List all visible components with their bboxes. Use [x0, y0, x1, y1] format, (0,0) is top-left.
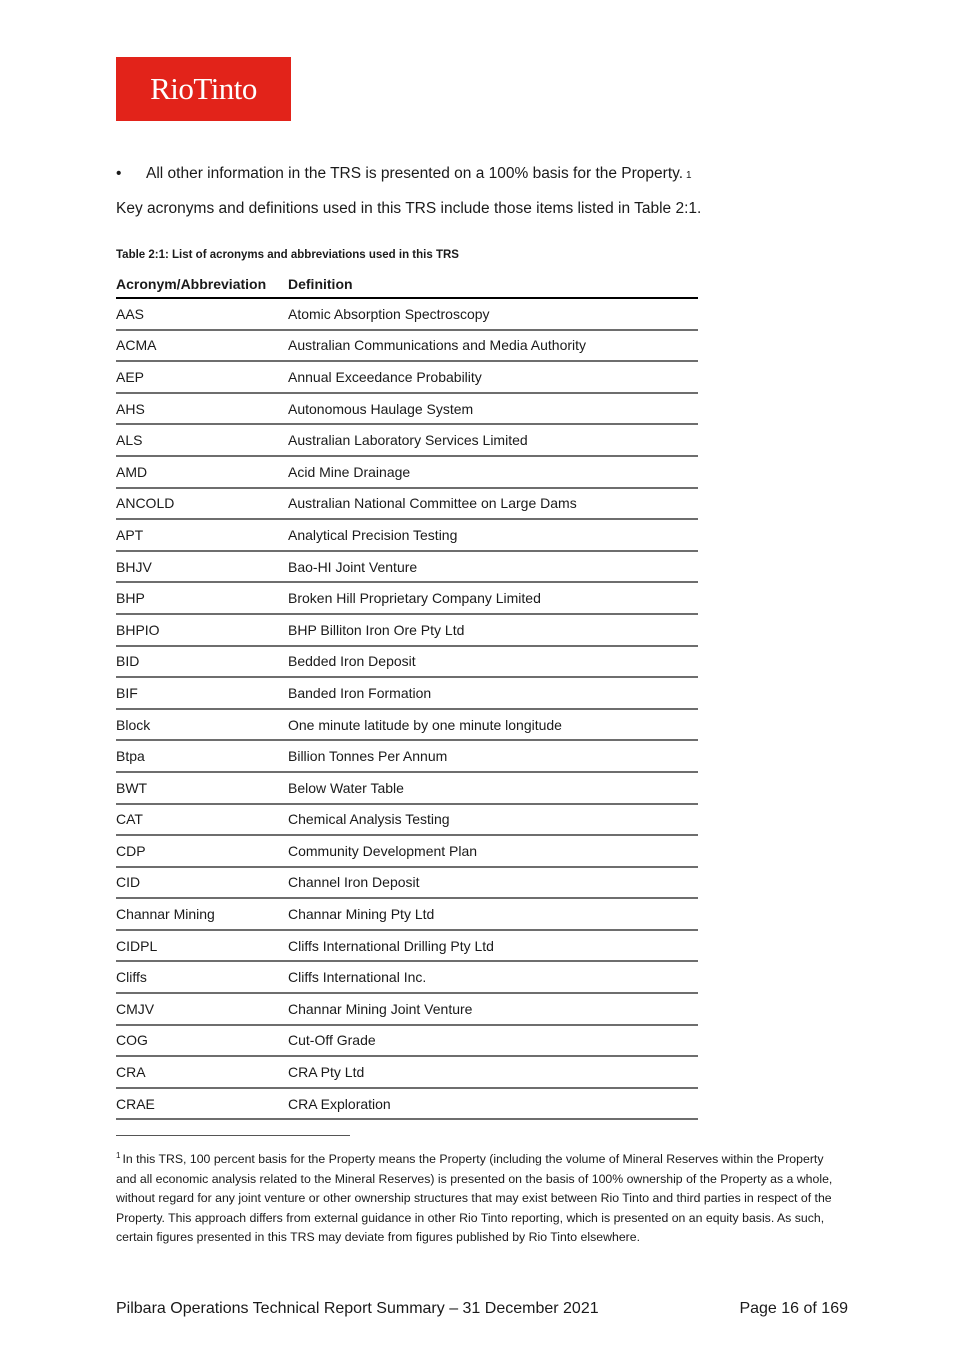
acronym-cell: CDP	[116, 835, 288, 867]
definition-cell: Banded Iron Formation	[288, 677, 698, 709]
footnote-ref-marker[interactable]: 1	[686, 170, 692, 181]
acronym-cell: Block	[116, 709, 288, 741]
table-row	[116, 961, 698, 993]
table-row	[116, 330, 698, 362]
table-row	[116, 709, 698, 741]
table-row	[116, 993, 698, 1025]
definition-cell: One minute latitude by one minute longitude	[288, 709, 698, 741]
acronym-cell: CMJV	[116, 993, 288, 1025]
table-row	[116, 582, 698, 614]
definition-cell: Atomic Absorption Spectroscopy	[288, 298, 698, 330]
acronym-cell: APT	[116, 519, 288, 551]
footnote-divider	[116, 1135, 350, 1136]
acronym-cell: AHS	[116, 393, 288, 425]
definition-cell: Acid Mine Drainage	[288, 456, 698, 488]
acronym-cell: CAT	[116, 804, 288, 836]
definition-cell: Chemical Analysis Testing	[288, 804, 698, 836]
table-row	[116, 930, 698, 962]
acronym-cell: CIDPL	[116, 930, 288, 962]
table-row	[116, 551, 698, 583]
acronym-cell: BHPIO	[116, 614, 288, 646]
definition-cell: Cliffs International Drilling Pty Ltd	[288, 930, 698, 962]
footnote-text: In this TRS, 100 percent basis for the Property means the Property (including the volume of Mineral Reserves within the Property and all economic analysis related to the Mineral Reserves) is presented on the basis of 100% ownership of the Property as a whole, without regard for any joint venture or other ownership structures that may exist between Rio Tinto and third parties in respect of the Property. This approach differs from external guidance in other Rio Tinto reporting, which is presented on an equity basis. As such, certain figures presented in this TRS may deviate from figures published by Rio Tinto elsewhere.	[116, 1152, 833, 1245]
table-body	[116, 298, 698, 1119]
table-row	[116, 1088, 698, 1120]
header-definition: Definition	[288, 270, 698, 298]
table-row	[116, 393, 698, 425]
acronym-cell: COG	[116, 1025, 288, 1057]
definition-cell: Cliffs International Inc.	[288, 961, 698, 993]
table-row	[116, 1025, 698, 1057]
acronym-cell: BID	[116, 646, 288, 678]
footer-page-number: Page 16 of 169	[739, 1300, 848, 1317]
definition-cell: CRA Exploration	[288, 1088, 698, 1120]
table-row	[116, 1056, 698, 1088]
header-acronym: Acronym/Abbreviation	[116, 270, 288, 298]
table-row	[116, 519, 698, 551]
acronym-cell: CRAE	[116, 1088, 288, 1120]
table-row	[116, 804, 698, 836]
table-caption: Table 2:1: List of acronyms and abbreviations used in this TRS	[116, 249, 459, 261]
definition-cell: Channel Iron Deposit	[288, 867, 698, 899]
acronym-cell: BHP	[116, 582, 288, 614]
definition-cell: Bedded Iron Deposit	[288, 646, 698, 678]
definition-cell: Annual Exceedance Probability	[288, 361, 698, 393]
acronym-cell: Cliffs	[116, 961, 288, 993]
table-row	[116, 772, 698, 804]
definition-cell: BHP Billiton Iron Ore Pty Ltd	[288, 614, 698, 646]
logo-text: RioTinto	[150, 71, 257, 106]
rio-tinto-logo	[116, 57, 291, 121]
definition-cell: Australian Communications and Media Authority	[288, 330, 698, 362]
table-row	[116, 835, 698, 867]
table-row	[116, 614, 698, 646]
table-row	[116, 488, 698, 520]
definition-cell: Autonomous Haulage System	[288, 393, 698, 425]
acronym-table	[116, 270, 698, 1120]
table-row	[116, 646, 698, 678]
acronym-cell: BIF	[116, 677, 288, 709]
definition-cell: Australian National Committee on Large Dams	[288, 488, 698, 520]
definition-cell: CRA Pty Ltd	[288, 1056, 698, 1088]
definition-cell: Below Water Table	[288, 772, 698, 804]
acronym-cell: AMD	[116, 456, 288, 488]
table-row	[116, 898, 698, 930]
bullet-item	[116, 165, 692, 183]
definition-cell: Channar Mining Joint Venture	[288, 993, 698, 1025]
acronym-cell: Btpa	[116, 740, 288, 772]
table-header-row	[116, 270, 698, 298]
table-row	[116, 298, 698, 330]
acronym-cell: CID	[116, 867, 288, 899]
acronym-cell: ANCOLD	[116, 488, 288, 520]
acronym-cell: ALS	[116, 424, 288, 456]
table-row	[116, 867, 698, 899]
acronym-cell: BWT	[116, 772, 288, 804]
table-row	[116, 424, 698, 456]
definition-cell: Analytical Precision Testing	[288, 519, 698, 551]
definition-cell: Cut-Off Grade	[288, 1025, 698, 1057]
footnote-number: 1	[116, 1151, 121, 1160]
table-row	[116, 677, 698, 709]
acronym-cell: Channar Mining	[116, 898, 288, 930]
definition-cell: Broken Hill Proprietary Company Limited	[288, 582, 698, 614]
definition-cell: Community Development Plan	[288, 835, 698, 867]
definition-cell: Australian Laboratory Services Limited	[288, 424, 698, 456]
definition-cell: Channar Mining Pty Ltd	[288, 898, 698, 930]
acronym-cell: AAS	[116, 298, 288, 330]
acronym-cell: ACMA	[116, 330, 288, 362]
table-row	[116, 740, 698, 772]
bullet-symbol: •	[116, 165, 122, 182]
table-row	[116, 456, 698, 488]
table-row	[116, 361, 698, 393]
definition-cell: Bao-HI Joint Venture	[288, 551, 698, 583]
footer-title: Pilbara Operations Technical Report Summary – 31 December 2021	[116, 1300, 599, 1317]
acronym-cell: BHJV	[116, 551, 288, 583]
intro-paragraph: Key acronyms and definitions used in this TRS include those items listed in Table 2:1.	[116, 200, 702, 217]
acronym-cell: CRA	[116, 1056, 288, 1088]
bullet-text: All other information in the TRS is presented on a 100% basis for the Property.	[146, 165, 684, 182]
footnote	[116, 1146, 836, 1248]
acronym-cell: AEP	[116, 361, 288, 393]
definition-cell: Billion Tonnes Per Annum	[288, 740, 698, 772]
